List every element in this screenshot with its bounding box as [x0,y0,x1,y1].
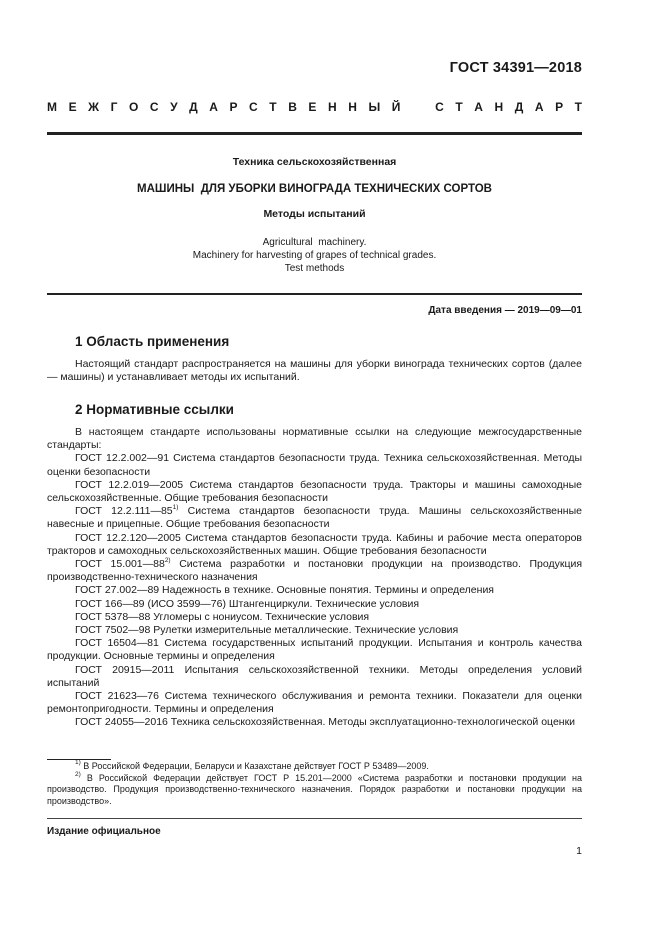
document-code: ГОСТ 34391—2018 [449,60,582,76]
banner-letter: А [534,100,544,114]
reference-item: ГОСТ 5378—88 Угломеры с нониусом. Технические условия [75,610,370,623]
header-rule [47,132,582,135]
reference-item: ГОСТ 21623—76 Система технического обслуживания и ремонта техники. Показатели для оценки ремонтопригодности. Термины и определения [47,690,582,716]
title-english-line: Machinery for harvesting of grapes of technical grades. [192,250,437,261]
banner-letter: Р [555,100,564,114]
reference-title: Система разработки и постановки продукции на производство. Продукция производственно-технического назначения [47,558,583,584]
title-rule [47,293,582,295]
introduction-date: Дата введения — 2019—09—01 [428,305,582,316]
banner-letter: У [170,100,178,114]
banner-letter: Н [348,100,357,114]
banner-letter: С [249,100,258,114]
banner-letter: Т [455,100,463,114]
banner-letter: Н [328,100,337,114]
reference-item: ГОСТ 16504—81 Система государственных испытаний продукции. Испытания и контроль качества продукции. Основные термины и определения [47,637,582,663]
official-edition-label: Издание официальное [47,826,161,837]
title-methods: Методы испытаний [263,208,366,220]
title-english [47,236,582,275]
banner-letter: М [47,100,57,114]
banner-letter: Д [189,100,198,114]
footnote-mark: 2) [164,557,171,565]
footnote [47,761,582,773]
title-english-line: Test methods [284,263,345,274]
reference-item [47,558,582,584]
reference-item: ГОСТ 12.2.019—2005 Система стандартов безопасности труда. Тракторы и машины самоходные сельскохозяйственные. Общие требования безопасности [47,478,582,505]
page-number: 1 [576,845,582,857]
reference-item [47,505,582,531]
interstate-standard-banner [47,100,582,114]
banner-letter: А [209,100,218,114]
banner-letter: С [435,100,444,114]
banner-letter: Р [229,100,238,114]
reference-code: ГОСТ 12.2.111—85 [75,505,173,518]
footnote-mark: 1) [172,504,179,512]
title-subject: Техника сельскохозяйственная [232,156,397,168]
reference-item: В настоящем стандарте использованы нормативные ссылки на следующие межгосударственные стандарты: [47,426,582,452]
banner-letter: Н [494,100,504,114]
banner-letter: О [128,100,139,114]
title-english-line: Agricultural machinery. [262,237,367,248]
footnote-text: В Российской Федерации, Беларуси и Казахстане действует ГОСТ Р 53489—2009. [80,761,429,771]
banner-letter: Е [68,100,77,114]
footnote-text: В Российской Федерации действует ГОСТ Р 15.201—2000 «Система разработки и постановки продукции на производство. Продукция производственно-технического назначения. Порядок разработки и постановки продукции на производство». [47,772,582,806]
normative-references-list [47,426,582,730]
reference-code: ГОСТ 15.001—88 [75,558,165,571]
reference-item: ГОСТ 7502—98 Рулетки измерительные металлические. Технические условия [75,624,459,637]
footnote [47,770,582,808]
section-1-heading: 1 Область применения [75,334,230,349]
reference-title: Система стандартов безопасности труда. Машины сельскохозяйственные навесные и прицепные. Общие требования безопасности [47,505,582,531]
title-main: МАШИНЫ ДЛЯ УБОРКИ ВИНОГРАДА ТЕХНИЧЕСКИХ СОРТОВ [137,183,492,195]
banner-letter: Т [269,100,277,114]
banner-letter: А [474,100,483,114]
reference-item: ГОСТ 27.002—89 Надежность в технике. Основные понятия. Термины и определения [75,584,494,597]
banner-letter: С [149,100,159,114]
footnote-mark: 1) [75,759,81,766]
banner-letter: Й [391,100,401,114]
banner-letter: В [288,100,297,114]
reference-item: ГОСТ 20915—2011 Испытания сельскохозяйственной техники. Методы определения условий испытаний [47,663,582,689]
reference-item: ГОСТ 12.2.002—91 Система стандартов безопасности труда. Техника сельскохозяйственная. Методы оценки безопасности [47,452,582,478]
banner-letter: Ы [368,100,381,114]
footnote-mark: 2) [75,770,81,778]
section-2-heading: 2 Нормативные ссылки [75,402,234,417]
banner-letter: Т [574,100,582,114]
banner-letter: Г [110,100,118,114]
footer-rule [47,818,582,819]
banner-letter: Е [308,100,317,114]
reference-item: ГОСТ 24055—2016 Техника сельскохозяйственная. Методы эксплуатационно-технологической оценки [75,716,576,729]
banner-letter: Ж [88,100,99,114]
footnotes [47,761,582,807]
reference-item: ГОСТ 12.2.120—2005 Система стандартов безопасности труда. Кабины и рабочие места операторов тракторов и самоходных сельскохозяйственных машин. Общие требования безопасности [47,531,582,557]
banner-letter: Д [514,100,524,114]
section-1-text: Настоящий стандарт распространяется на машины для уборки винограда технических сортов (далее — машины) и устанавливает методы их испытаний. [47,358,582,384]
reference-item: ГОСТ 166—89 (ИСО 3599—76) Штангенциркули. Технические условия [75,597,420,610]
